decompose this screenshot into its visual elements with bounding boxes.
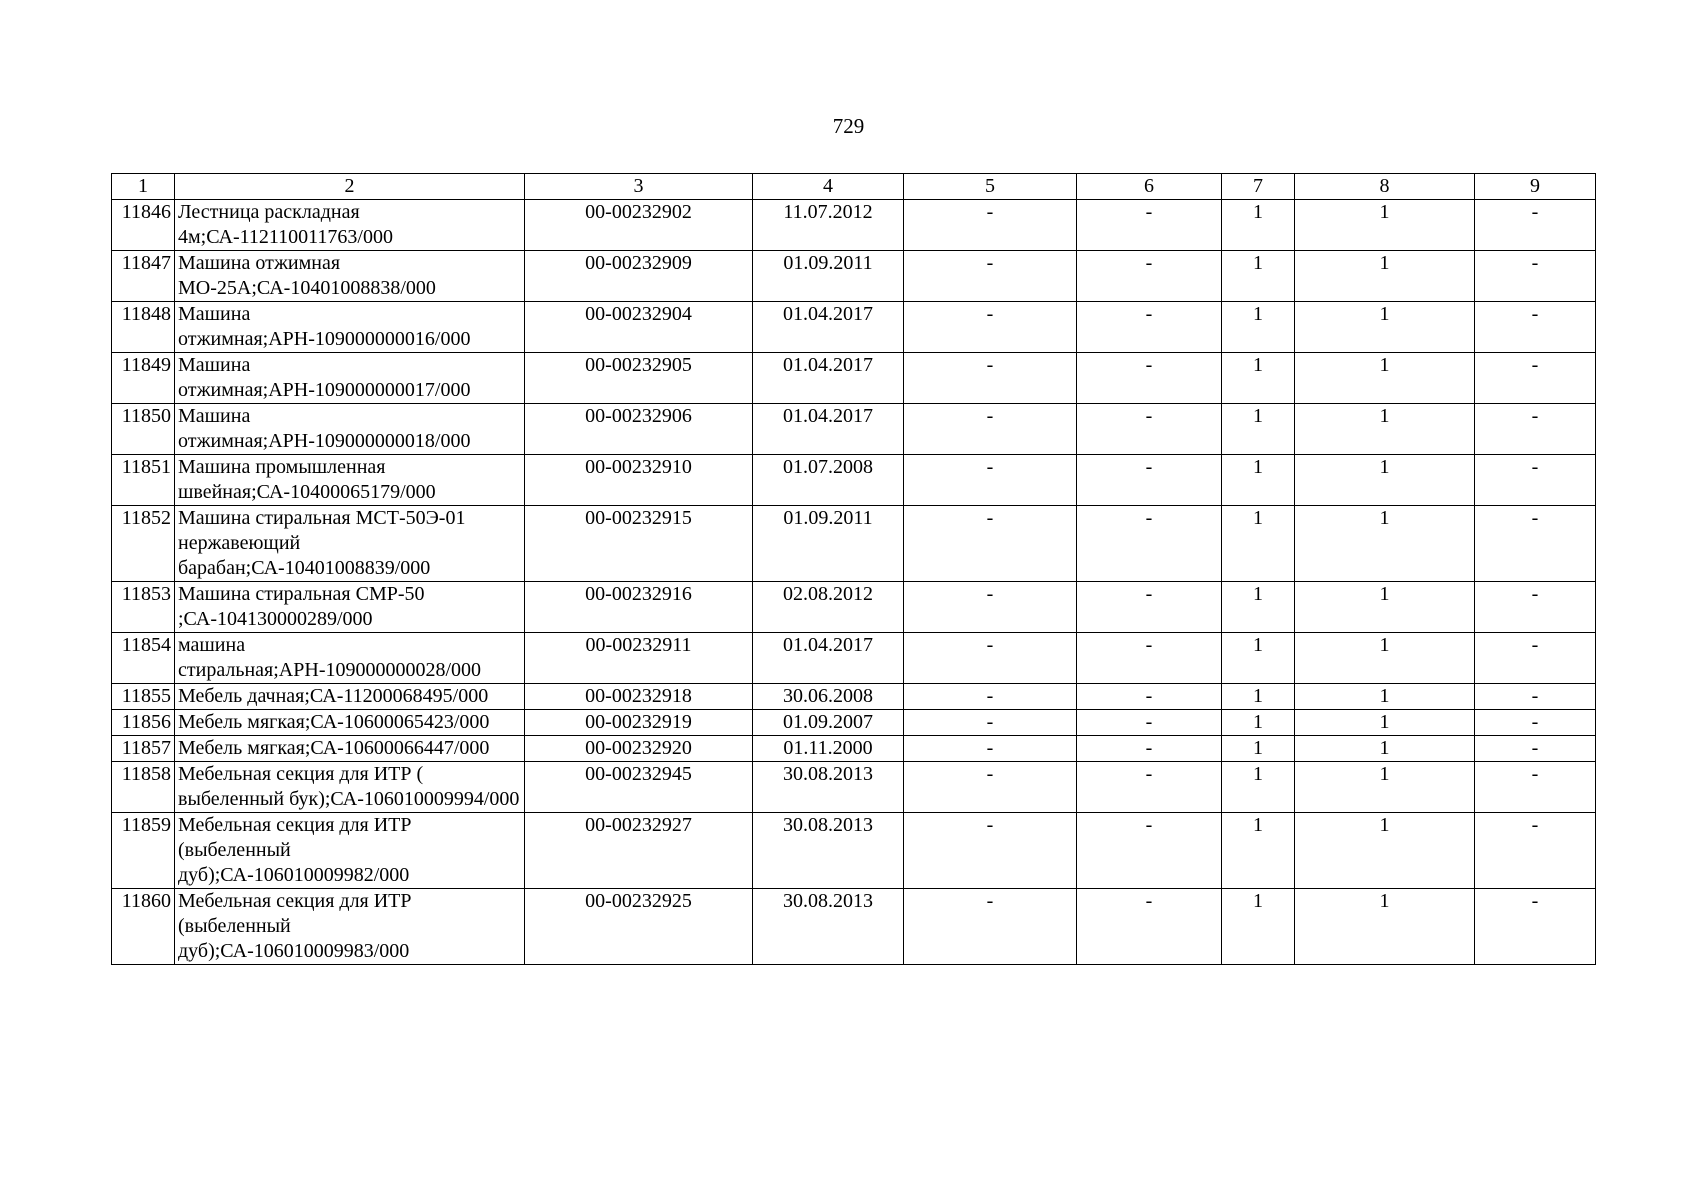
row-number: 11858 [112, 762, 175, 813]
column-8-cell: 1 [1295, 736, 1475, 762]
column-5-cell: - [904, 813, 1077, 889]
column-8-cell: 1 [1295, 200, 1475, 251]
column-8-cell: 1 [1295, 404, 1475, 455]
inventory-code: 00-00232905 [525, 353, 753, 404]
column-header: 3 [525, 174, 753, 200]
column-5-cell: - [904, 353, 1077, 404]
column-5-cell: - [904, 302, 1077, 353]
date-cell: 01.09.2011 [753, 506, 904, 582]
column-8-cell: 1 [1295, 251, 1475, 302]
inventory-code: 00-00232906 [525, 404, 753, 455]
date-cell: 11.07.2012 [753, 200, 904, 251]
table-row [112, 251, 1596, 302]
column-8-cell: 1 [1295, 762, 1475, 813]
column-8-cell: 1 [1295, 302, 1475, 353]
column-6-cell: - [1077, 633, 1222, 684]
column-6-cell: - [1077, 302, 1222, 353]
table-header [112, 174, 1596, 200]
column-6-cell: - [1077, 889, 1222, 965]
table-body [112, 200, 1596, 965]
column-9-cell: - [1475, 889, 1596, 965]
column-header: 1 [112, 174, 175, 200]
column-7-cell: 1 [1222, 302, 1295, 353]
item-name: Мебель дачная;СА-11200068495/000 [175, 684, 525, 710]
column-8-cell: 1 [1295, 889, 1475, 965]
inventory-code: 00-00232920 [525, 736, 753, 762]
column-7-cell: 1 [1222, 506, 1295, 582]
column-5-cell: - [904, 200, 1077, 251]
column-8-cell: 1 [1295, 582, 1475, 633]
item-name: Мебельная секция для ИТР (выбеленный дуб);СА-106010009982/000 [175, 813, 525, 889]
inventory-code: 00-00232925 [525, 889, 753, 965]
table-row [112, 582, 1596, 633]
table-row [112, 736, 1596, 762]
row-number: 11852 [112, 506, 175, 582]
item-name: Мебельная секция для ИТР ( выбеленный бук);СА-106010009994/000 [175, 762, 525, 813]
column-9-cell: - [1475, 404, 1596, 455]
column-6-cell: - [1077, 813, 1222, 889]
column-9-cell: - [1475, 762, 1596, 813]
table-row [112, 506, 1596, 582]
date-cell: 02.08.2012 [753, 582, 904, 633]
date-cell: 01.04.2017 [753, 353, 904, 404]
column-5-cell: - [904, 633, 1077, 684]
row-number: 11853 [112, 582, 175, 633]
inventory-code: 00-00232902 [525, 200, 753, 251]
column-8-cell: 1 [1295, 813, 1475, 889]
date-cell: 01.04.2017 [753, 633, 904, 684]
column-9-cell: - [1475, 302, 1596, 353]
item-name: Машина отжимная;АРН-109000000017/000 [175, 353, 525, 404]
date-cell: 01.11.2000 [753, 736, 904, 762]
column-5-cell: - [904, 582, 1077, 633]
column-8-cell: 1 [1295, 684, 1475, 710]
column-5-cell: - [904, 684, 1077, 710]
column-7-cell: 1 [1222, 455, 1295, 506]
item-name: Мебельная секция для ИТР (выбеленный дуб);СА-106010009983/000 [175, 889, 525, 965]
table-row [112, 684, 1596, 710]
row-number: 11847 [112, 251, 175, 302]
column-5-cell: - [904, 251, 1077, 302]
date-cell: 01.04.2017 [753, 404, 904, 455]
item-name: Машина отжимная МО-25А;СА-10401008838/000 [175, 251, 525, 302]
date-cell: 30.08.2013 [753, 813, 904, 889]
column-8-cell: 1 [1295, 710, 1475, 736]
item-name: Лестница раскладная 4м;СА-112110011763/000 [175, 200, 525, 251]
column-9-cell: - [1475, 455, 1596, 506]
date-cell: 01.09.2011 [753, 251, 904, 302]
header-row [112, 174, 1596, 200]
column-9-cell: - [1475, 506, 1596, 582]
date-cell: 30.06.2008 [753, 684, 904, 710]
column-6-cell: - [1077, 251, 1222, 302]
column-5-cell: - [904, 404, 1077, 455]
column-9-cell: - [1475, 813, 1596, 889]
row-number: 11848 [112, 302, 175, 353]
item-name: машина стиральная;АРН-109000000028/000 [175, 633, 525, 684]
inventory-code: 00-00232919 [525, 710, 753, 736]
row-number: 11860 [112, 889, 175, 965]
row-number: 11854 [112, 633, 175, 684]
column-6-cell: - [1077, 710, 1222, 736]
column-7-cell: 1 [1222, 710, 1295, 736]
date-cell: 01.04.2017 [753, 302, 904, 353]
column-8-cell: 1 [1295, 353, 1475, 404]
column-header: 9 [1475, 174, 1596, 200]
row-number: 11855 [112, 684, 175, 710]
column-8-cell: 1 [1295, 455, 1475, 506]
column-9-cell: - [1475, 582, 1596, 633]
table-row [112, 302, 1596, 353]
date-cell: 01.09.2007 [753, 710, 904, 736]
column-5-cell: - [904, 762, 1077, 813]
column-9-cell: - [1475, 710, 1596, 736]
row-number: 11856 [112, 710, 175, 736]
registry-table [111, 173, 1596, 965]
date-cell: 30.08.2013 [753, 889, 904, 965]
column-5-cell: - [904, 710, 1077, 736]
column-8-cell: 1 [1295, 506, 1475, 582]
table-row [112, 710, 1596, 736]
column-6-cell: - [1077, 762, 1222, 813]
inventory-code: 00-00232945 [525, 762, 753, 813]
table-row [112, 404, 1596, 455]
column-8-cell: 1 [1295, 633, 1475, 684]
inventory-code: 00-00232918 [525, 684, 753, 710]
column-6-cell: - [1077, 582, 1222, 633]
item-name: Машина промышленная швейная;СА-10400065179/000 [175, 455, 525, 506]
column-9-cell: - [1475, 251, 1596, 302]
column-5-cell: - [904, 889, 1077, 965]
item-name: Мебель мягкая;СА-10600065423/000 [175, 710, 525, 736]
inventory-code: 00-00232927 [525, 813, 753, 889]
column-7-cell: 1 [1222, 200, 1295, 251]
date-cell: 30.08.2013 [753, 762, 904, 813]
column-7-cell: 1 [1222, 353, 1295, 404]
column-7-cell: 1 [1222, 889, 1295, 965]
inventory-code: 00-00232911 [525, 633, 753, 684]
table-row [112, 455, 1596, 506]
column-header: 2 [175, 174, 525, 200]
column-6-cell: - [1077, 736, 1222, 762]
column-9-cell: - [1475, 353, 1596, 404]
column-5-cell: - [904, 455, 1077, 506]
inventory-code: 00-00232904 [525, 302, 753, 353]
table-row [112, 633, 1596, 684]
column-7-cell: 1 [1222, 251, 1295, 302]
column-7-cell: 1 [1222, 813, 1295, 889]
table-row [112, 813, 1596, 889]
column-header: 5 [904, 174, 1077, 200]
inventory-code: 00-00232915 [525, 506, 753, 582]
row-number: 11849 [112, 353, 175, 404]
item-name: Мебель мягкая;СА-10600066447/000 [175, 736, 525, 762]
row-number: 11851 [112, 455, 175, 506]
table-row [112, 762, 1596, 813]
column-header: 6 [1077, 174, 1222, 200]
column-7-cell: 1 [1222, 762, 1295, 813]
column-5-cell: - [904, 736, 1077, 762]
column-7-cell: 1 [1222, 684, 1295, 710]
column-6-cell: - [1077, 404, 1222, 455]
table-row [112, 889, 1596, 965]
inventory-code: 00-00232916 [525, 582, 753, 633]
column-9-cell: - [1475, 736, 1596, 762]
row-number: 11846 [112, 200, 175, 251]
column-7-cell: 1 [1222, 404, 1295, 455]
column-6-cell: - [1077, 455, 1222, 506]
column-9-cell: - [1475, 684, 1596, 710]
item-name: Машина стиральная МСТ-50Э-01 нержавеющий барабан;СА-10401008839/000 [175, 506, 525, 582]
column-header: 8 [1295, 174, 1475, 200]
column-6-cell: - [1077, 506, 1222, 582]
column-6-cell: - [1077, 353, 1222, 404]
column-7-cell: 1 [1222, 736, 1295, 762]
item-name: Машина отжимная;АРН-109000000018/000 [175, 404, 525, 455]
row-number: 11850 [112, 404, 175, 455]
inventory-code: 00-00232909 [525, 251, 753, 302]
table-row [112, 200, 1596, 251]
column-9-cell: - [1475, 200, 1596, 251]
page-number: 729 [832, 114, 865, 138]
column-header: 4 [753, 174, 904, 200]
inventory-code: 00-00232910 [525, 455, 753, 506]
row-number: 11859 [112, 813, 175, 889]
item-name: Машина стиральная СМР-50 ;СА-104130000289/000 [175, 582, 525, 633]
row-number: 11857 [112, 736, 175, 762]
column-7-cell: 1 [1222, 633, 1295, 684]
column-header: 7 [1222, 174, 1295, 200]
column-6-cell: - [1077, 200, 1222, 251]
column-5-cell: - [904, 506, 1077, 582]
column-7-cell: 1 [1222, 582, 1295, 633]
column-9-cell: - [1475, 633, 1596, 684]
item-name: Машина отжимная;АРН-109000000016/000 [175, 302, 525, 353]
date-cell: 01.07.2008 [753, 455, 904, 506]
table-row [112, 353, 1596, 404]
column-6-cell: - [1077, 684, 1222, 710]
